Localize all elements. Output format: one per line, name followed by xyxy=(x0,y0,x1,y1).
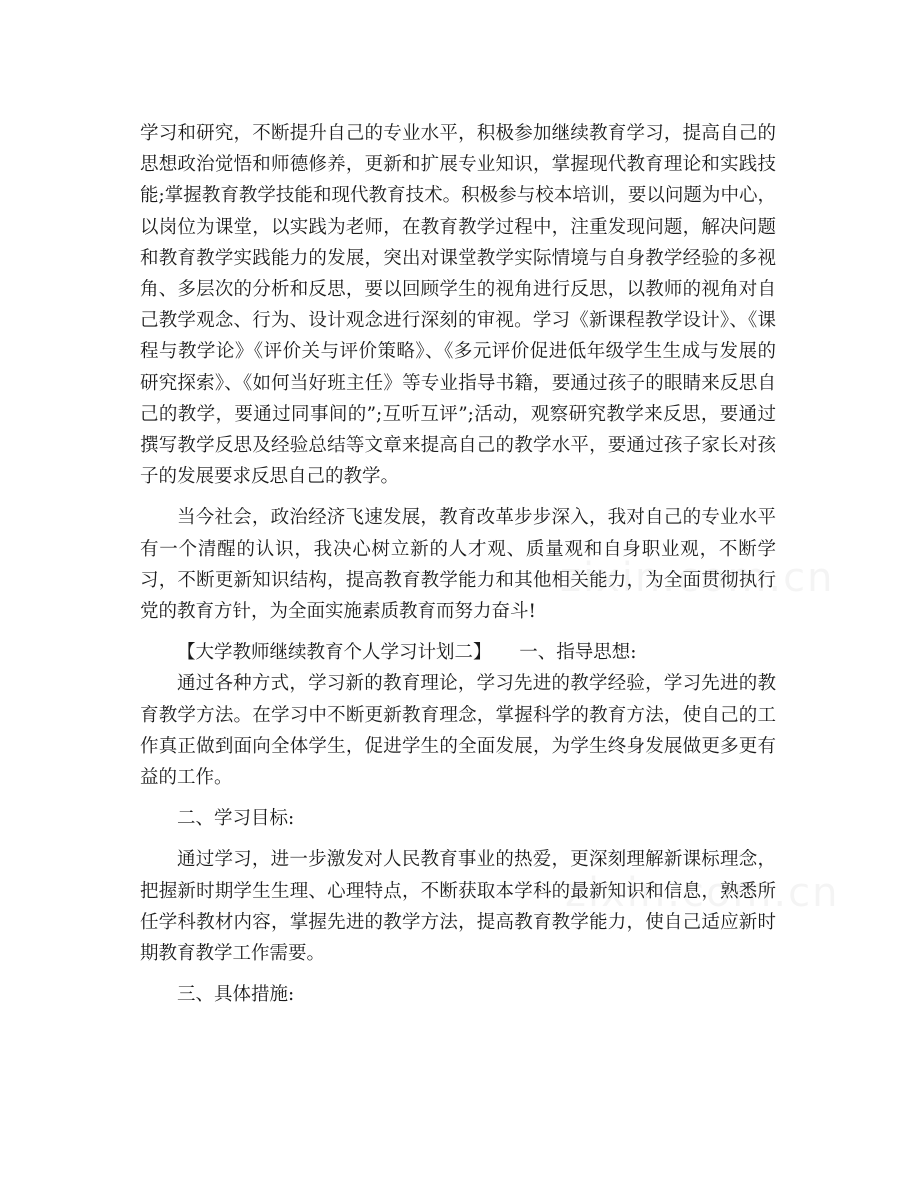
document-body xyxy=(140,118,776,1010)
paragraph-commitment: 当今社会，政治经济飞速发展，教育改革步步深入，我对自己的专业水平有一个清醒的认识，我决心树立新的人才观、质量观和自身职业观，不断学习，不断更新知识结构，提高教育教学能力和其他相关能力，为全面贯彻执行党的教育方针，为全面实施素质教育而努力奋斗! xyxy=(140,507,776,623)
paragraph-continuation: 学习和研究，不断提升自己的专业水平，积极参加继续教育学习，提高自己的思想政治觉悟和师德修养，更新和扩展专业知识，掌握现代教育理论和实践技能;掌握教育教学技能和现代教育技术。积极参与校本培训，要以问题为中心，以岗位为课堂，以实践为老师，在教育教学过程中，注重发现问题，解决问题和教育教学实践能力的发展，突出对课堂教学实际情境与自身教学经验的多视角、多层次的分析和反思，要以回顾学生的视角进行反思，以教师的视角对自己教学观念、行为、设计观念进行深刻的审视。学习《新课程教学设计》、《课程与教学论》《评价关与评价策略》、《多元评价促进低年级学生生成与发展的研究探索》、《如何当好班主任》等专业指导书籍，要通过孩子的眼睛来反思自己的教学，要通过同事间的”;互听互评”;活动，观察研究教学来反思，要通过撰写教学反思及经验总结等文章来提高自己的教学水平，要通过孩子家长对孩子的发展要求反思自己的教学。 xyxy=(140,123,776,488)
paragraph-learning-goals: 通过学习，进一步激发对人民教育事业的热爱，更深刻理解新课标理念，把握新时期学生生理、心理特点，不断获取本学科的最新知识和信息，熟悉所任学科教材内容，掌握先进的教学方法，提高教育教学能力，使自己适应新时期教育教学工作需要。 xyxy=(140,849,776,965)
paragraph-guiding-thought: 通过各种方式，学习新的教育理论，学习先进的教学经验，学习先进的教育教学方法。在学习中不断更新教育理念，掌握科学的教育方法，使自己的工作真正做到面向全体学生，促进学生的全面发展，为学生终身发展做更多更有益的工作。 xyxy=(140,673,776,789)
section-heading-learning-goals: 二、学习目标: xyxy=(177,808,295,830)
section-heading-plan-two: 【大学教师继续教育个人学习计划二】 一、指导思想: xyxy=(177,642,637,664)
section-heading-specific-measures: 三、具体措施: xyxy=(177,984,295,1006)
